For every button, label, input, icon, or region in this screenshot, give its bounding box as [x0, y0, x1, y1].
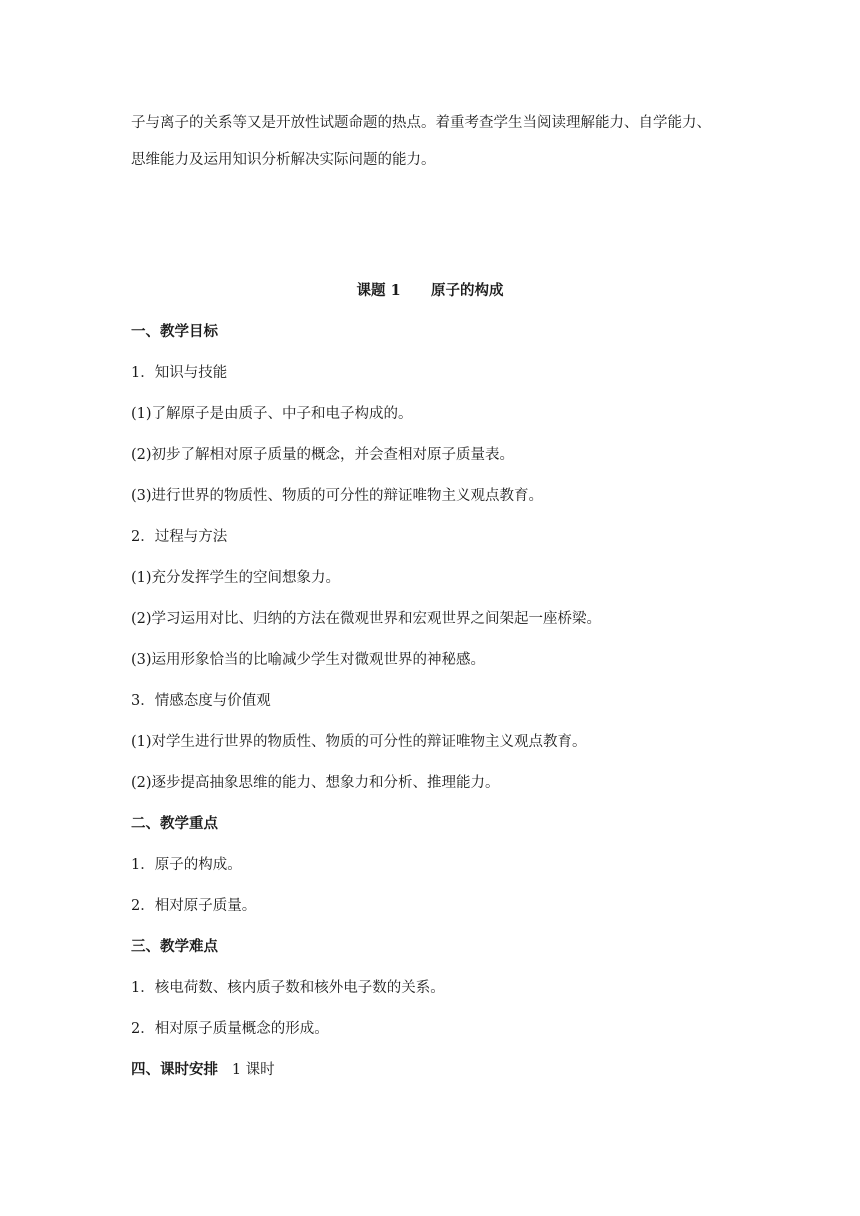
subheading-emotion: 3．情感态度与价值观: [131, 693, 271, 709]
list-item: (2)逐步提高抽象思维的能力、想象力和分析、推理能力。: [131, 775, 500, 791]
list-item: 2．相对原子质量概念的形成。: [131, 1021, 329, 1037]
intro-line-1: 子与离子的关系等又是开放性试题命题的热点。着重考查学生当阅读理解能力、自学能力、: [131, 115, 711, 131]
list-item: (2)学习运用对比、归纳的方法在微观世界和宏观世界之间架起一座桥梁。: [131, 611, 602, 627]
subheading-process: 2．过程与方法: [131, 529, 228, 545]
list-item: 1．核电荷数、核内质子数和核外电子数的关系。: [131, 980, 445, 996]
intro-line-2: 思维能力及运用知识分析解决实际问题的能力。: [131, 152, 436, 168]
list-item: 1．原子的构成。: [131, 857, 242, 873]
section-heading-key-points: 二、教学重点: [131, 815, 218, 832]
section-heading-objectives: 一、教学目标: [131, 323, 218, 340]
list-item: (1)对学生进行世界的物质性、物质的可分性的辩证唯物主义观点教育。: [131, 734, 587, 750]
schedule-line: [131, 1060, 275, 1080]
list-item: (3)进行世界的物质性、物质的可分性的辩证唯物主义观点教育。: [131, 488, 544, 504]
lesson-title: 课题 1 原子的构成: [356, 282, 504, 299]
list-item: (1)了解原子是由质子、中子和电子构成的。: [131, 406, 413, 422]
list-item: (2)初步了解相对原子质量的概念，并会查相对原子质量表。: [131, 447, 515, 463]
list-item: (1)充分发挥学生的空间想象力。: [131, 570, 341, 586]
section-heading-schedule: 四、课时安排: [131, 1061, 218, 1078]
section-heading-difficulties: 三、教学难点: [131, 938, 218, 955]
subheading-knowledge: 1．知识与技能: [131, 365, 228, 381]
schedule-value: 1 课时: [231, 1062, 275, 1078]
list-item: (3)运用形象恰当的比喻减少学生对微观世界的神秘感。: [131, 652, 486, 668]
list-item: 2．相对原子质量。: [131, 898, 257, 914]
